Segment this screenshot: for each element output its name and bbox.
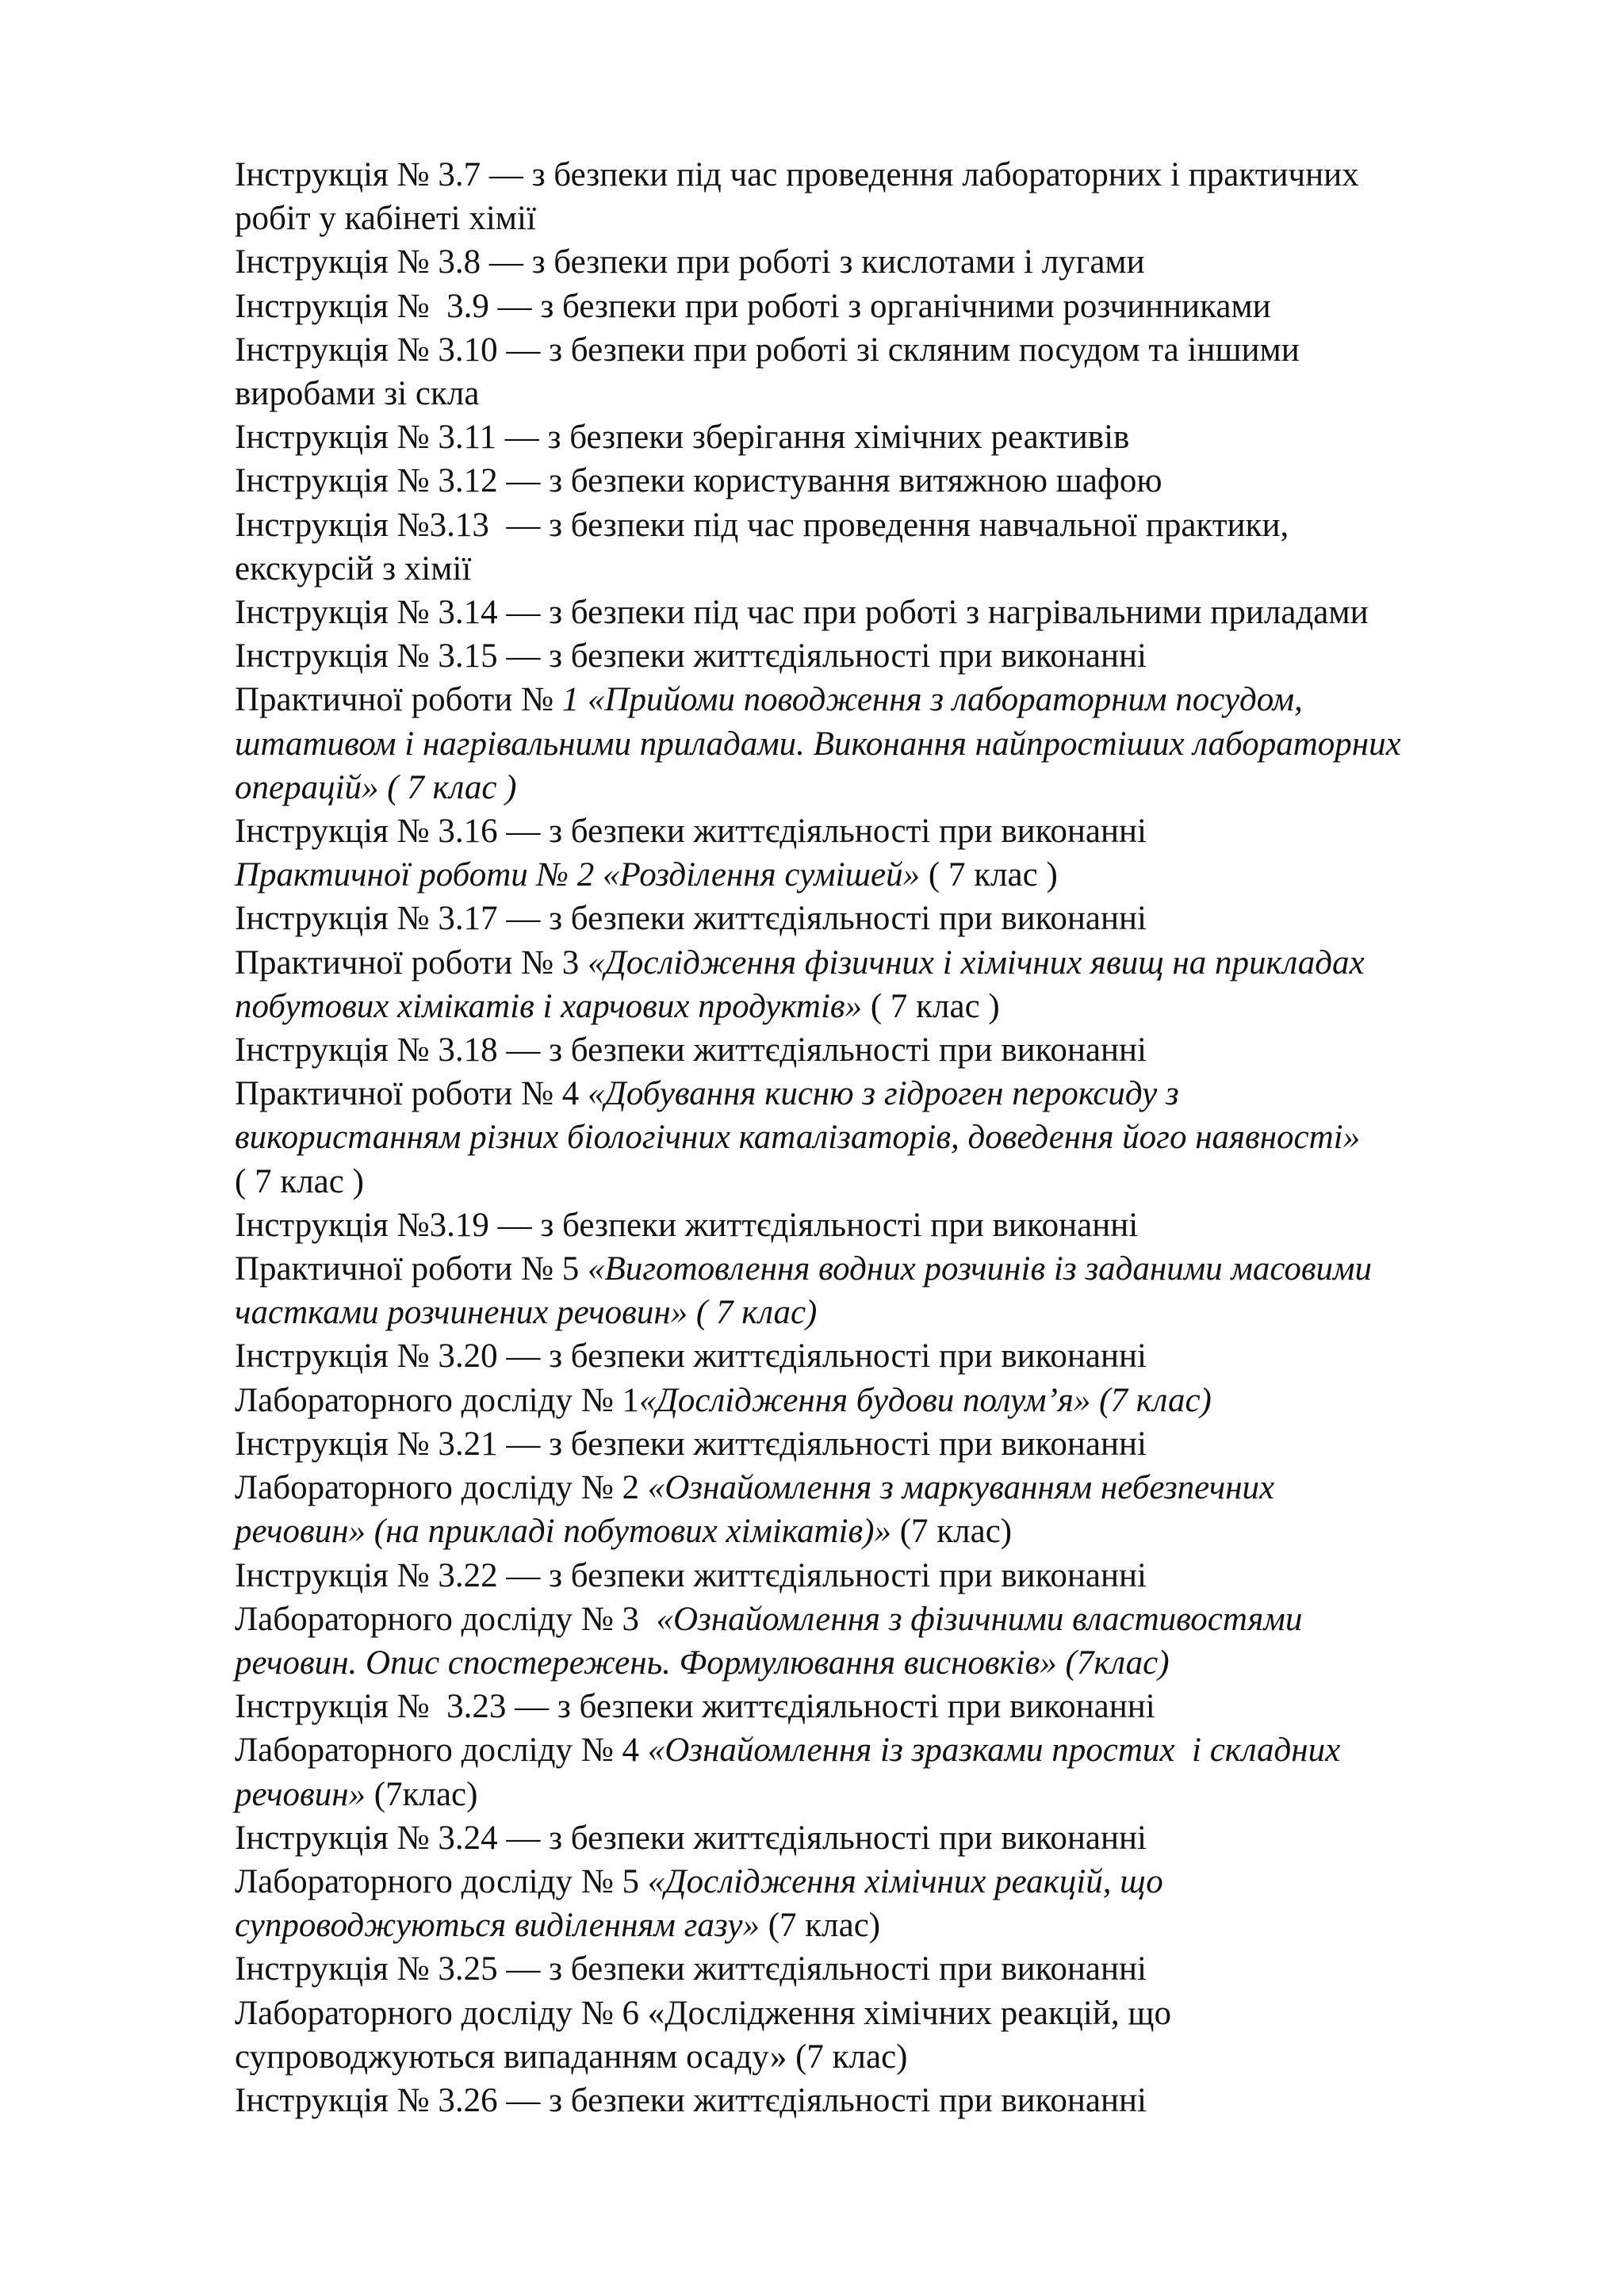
text-line [235,1685,1567,1728]
text-segment: Лабораторного досліду № 5 [235,1862,648,1900]
document-page [235,153,1567,2122]
text-line [235,1641,1567,1685]
italic-text-segment: використанням різних біологічних каталізаторів, доведення його наявності» [235,1119,1361,1157]
text-segment: ( 7 клас ) [920,856,1058,894]
text-line [235,2079,1567,2122]
italic-text-segment: частками розчинених речовин» ( 7 клас) [235,1294,818,1332]
italic-text-segment: 1 «Прийоми поводження з лабораторним посудом, [561,681,1303,719]
text-line [235,415,1567,459]
italic-text-segment: речовин» [235,1775,366,1813]
text-line [235,809,1567,853]
text-line [235,1072,1567,1115]
text-segment: Практичної роботи № 5 [235,1250,588,1288]
italic-text-segment: «Добування кисню з гідроген пероксиду з [588,1075,1179,1113]
text-line [235,1992,1567,2035]
text-segment: Практичної роботи № 3 [235,943,588,982]
text-line [235,678,1567,721]
italic-text-segment: «Виготовлення водних розчинів із заданими масовими [588,1250,1372,1288]
italic-text-segment: операцій» ( 7 клас ) [235,768,517,806]
italic-text-segment: «Дослідження фізичних і хімічних явищ на прикладах [588,943,1365,982]
text-segment: (7 клас) [891,1513,1013,1551]
italic-text-segment: побутових хімікатів і харчових продуктів» [235,987,863,1025]
text-segment: Інструкція № 3.12 — з безпеки користування витяжною шафою [235,462,1162,500]
text-segment: Інструкція № 3.26 — з безпеки життєдіяльності при виконанні [235,2081,1147,2119]
text-segment: ( 7 клас ) [862,987,1000,1025]
text-segment: Лабораторного досліду № 1 [235,1381,639,1419]
text-line [235,1334,1567,1378]
text-line [235,459,1567,503]
text-segment: Інструкція № 3.25 — з безпеки життєдіяльності при виконанні [235,1950,1147,1988]
italic-text-segment: «Ознайомлення з маркуванням небезпечних [647,1469,1275,1507]
text-segment: Інструкція № 3.10 — з безпеки при роботі зі скляним посудом та іншими [235,331,1300,369]
text-segment: Інструкція № 3.23 — з безпеки життєдіяльності при виконанні [235,1688,1155,1726]
text-line [235,1247,1567,1291]
text-line [235,1816,1567,1860]
text-segment: Інструкція № 3.17 — з безпеки життєдіяльності при виконанні [235,900,1147,938]
text-line [235,1554,1567,1598]
text-line [235,328,1567,372]
text-segment: виробами зі скла [235,375,480,413]
text-segment: Лабораторного досліду № 2 [235,1469,648,1507]
text-segment: Лабораторного досліду № 4 [235,1732,648,1770]
italic-text-segment: супроводжуються виділенням газу» [235,1907,760,1945]
text-line [235,941,1567,985]
text-line [235,372,1567,415]
text-line [235,722,1567,766]
text-line [235,985,1567,1028]
text-line [235,1160,1567,1203]
text-line [235,503,1567,547]
text-line [235,1028,1567,1072]
text-line [235,853,1567,897]
text-line [235,634,1567,678]
text-line [235,285,1567,328]
text-line [235,2035,1567,2079]
text-segment: Практичної роботи № [235,681,562,719]
text-line [235,1115,1567,1159]
text-segment: Інструкція № 3.16 — з безпеки життєдіяльності при виконанні [235,813,1147,851]
italic-text-segment: «Дослідження будови полум’я» (7 клас) [639,1381,1212,1419]
italic-text-segment: «Дослідження хімічних реакцій, що [647,1862,1163,1900]
text-line [235,1466,1567,1510]
text-line [235,1598,1567,1641]
text-segment: Лабораторного досліду № 3 [235,1600,657,1638]
text-segment: супроводжуються випаданням осаду» (7 клас) [235,2038,908,2076]
text-segment: Інструкція № 3.14 — з безпеки під час при роботі з нагрівальними приладами [235,594,1369,632]
text-line [235,240,1567,284]
text-line [235,1773,1567,1816]
text-line [235,1947,1567,1991]
italic-text-segment: штативом і нагрівальними приладами. Виконання найпростіших лабораторних [235,725,1401,763]
italic-text-segment: речовин» (на прикладі побутових хімікатів)» [235,1513,891,1551]
text-line [235,1860,1567,1904]
text-segment: Інструкція №3.13 — з безпеки під час проведення навчальної практики, [235,506,1289,544]
text-segment: Інструкція № 3.15 — з безпеки життєдіяльності при виконанні [235,637,1147,675]
text-segment: Інструкція № 3.22 — з безпеки життєдіяльності при виконанні [235,1556,1147,1594]
text-segment: ( 7 клас ) [235,1162,364,1200]
text-segment: Інструкція № 3.8 — з безпеки при роботі з кислотами і лугами [235,243,1145,281]
italic-text-segment: Практичної роботи № 2 «Розділення сумішей» [235,856,921,894]
text-line [235,1422,1567,1466]
text-segment: Інструкція № 3.20 — з безпеки життєдіяльності при виконанні [235,1337,1147,1376]
text-segment: Інструкція № 3.9 — з безпеки при роботі з органічними розчинниками [235,287,1271,325]
text-line [235,1291,1567,1334]
text-line [235,1728,1567,1772]
text-line [235,197,1567,240]
text-segment: Інструкція № 3.11 — з безпеки зберігання хімічних реактивів [235,419,1130,457]
italic-text-segment: «Ознайомлення із зразками простих і складних [647,1732,1341,1770]
text-segment: Практичної роботи № 4 [235,1075,588,1113]
text-segment: Інструкція № 3.21 — з безпеки життєдіяльності при виконанні [235,1425,1147,1463]
text-segment: (7 клас) [759,1907,881,1945]
text-segment: екскурсій з хімії [235,549,472,587]
text-segment: Інструкція №3.19 — з безпеки життєдіяльності при виконанні [235,1206,1139,1244]
text-line [235,591,1567,634]
text-segment: Лабораторного досліду № 6 «Дослідження хімічних реакцій, що [235,1994,1171,2032]
text-line [235,1203,1567,1247]
text-line [235,766,1567,809]
text-line [235,1379,1567,1422]
text-segment: (7клас) [366,1775,478,1813]
text-segment: Інструкція № 3.18 — з безпеки життєдіяльності при виконанні [235,1031,1147,1070]
text-segment: Інструкція № 3.24 — з безпеки життєдіяльності при виконанні [235,1819,1147,1857]
text-line [235,1904,1567,1947]
italic-text-segment: речовин. Опис спостережень. Формулювання висновків» (7клас) [235,1644,1170,1682]
text-segment: Інструкція № 3.7 — з безпеки під час проведення лабораторних і практичних [235,156,1359,193]
text-line [235,153,1567,197]
text-line [235,897,1567,940]
italic-text-segment: «Ознайомлення з фізичними властивостями [656,1600,1303,1638]
text-line [235,547,1567,591]
text-segment: робіт у кабінеті хімії [235,200,536,238]
text-line [235,1510,1567,1553]
